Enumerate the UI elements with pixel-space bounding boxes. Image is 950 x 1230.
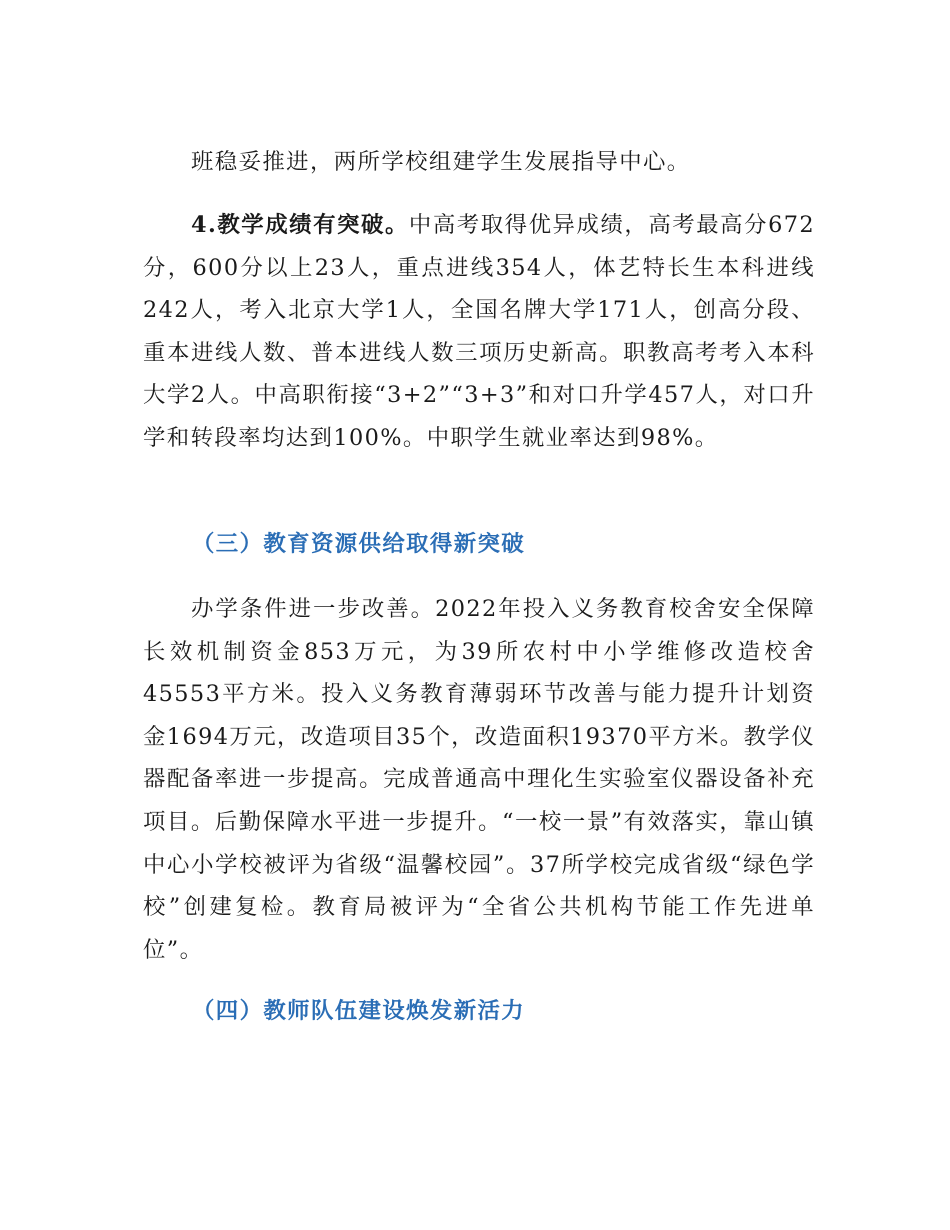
paragraph-teaching-results (143, 204, 815, 460)
section-heading-3: （三）教育资源供给取得新突破 (192, 531, 526, 557)
paragraph-lead: 4.教学成绩有突破。 (191, 212, 409, 238)
paragraph-text: 中高考取得优异成绩，高考最高分672分，600分以上23人，重点进线354人，体艺特长生本科进线242人，考入北京大学1人，全国名牌大学171人，创高分段、重本进线人数、普本进线人数三项历史新高。职教高考考入本科大学2人。中高职衔接“3+2”“3+3”和对口升学457人，对口升学和转段率均达到100%。中职学生就业率达到98%。 (143, 212, 816, 451)
paragraph-continuation (143, 141, 815, 184)
paragraph-text: 班稳妥推进，两所学校组建学生发展指导中心。 (191, 149, 691, 175)
paragraph-resources (143, 588, 815, 971)
section-heading-4: （四）教师队伍建设焕发新活力 (192, 998, 526, 1024)
paragraph-text: 办学条件进一步改善。2022年投入义务教育校舍安全保障长效机制资金853万元，为39所农村中小学维修改造校舍45553平方米。投入义务教育薄弱环节改善与能力提升计划资金1694万元，改造项目35个，改造面积19370平方米。教学仪器配备率进一步提高。完成普通高中理化生实验室仪器设备补充项目。后勤保障水平进一步提升。“一校一景”有效落实，靠山镇中心小学校被评为省级“温馨校园”。37所学校完成省级“绿色学校”创建复检。教育局被评为“全省公共机构节能工作先进单位”。 (143, 596, 815, 963)
